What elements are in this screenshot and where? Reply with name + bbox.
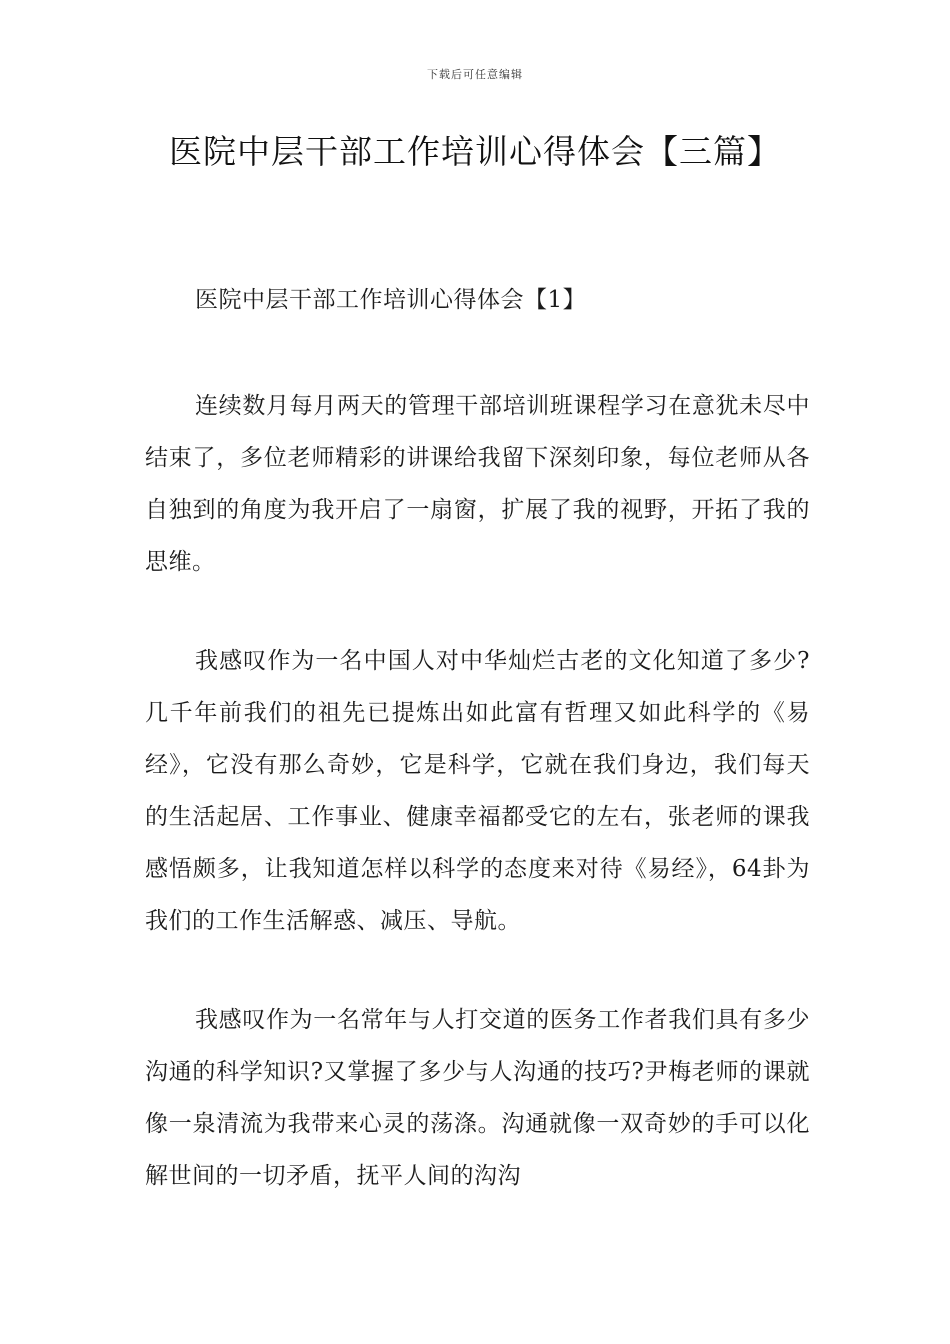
document-body xyxy=(145,283,810,1249)
paragraph-1: 连续数月每月两天的管理干部培训班课程学习在意犹未尽中结束了，多位老师精彩的讲课给我留下深刻印象，每位老师从各自独到的角度为我开启了一扇窗，扩展了我的视野，开拓了我的思维。 xyxy=(145,393,810,575)
header-note: 下载后可任意编辑 xyxy=(427,68,523,81)
paragraph-3: 我感叹作为一名常年与人打交道的医务工作者我们具有多少沟通的科学知识?又掌握了多少与人沟通的技巧?尹梅老师的课就像一泉清流为我带来心灵的荡涤。沟通就像一双奇妙的手可以化解世间的一切矛盾，抚平人间的沟沟 xyxy=(145,1007,810,1189)
document-title: 医院中层干部工作培训心得体会【三篇】 xyxy=(169,132,781,171)
section-heading: 医院中层干部工作培训心得体会【1】 xyxy=(195,287,587,313)
paragraph-2: 我感叹作为一名中国人对中华灿烂古老的文化知道了多少?几千年前我们的祖先已提炼出如此富有哲理又如此科学的《易经》，它没有那么奇妙，它是科学，它就在我们身边，我们每天的生活起居、工作事业、健康幸福都受它的左右，张老师的课我感悟颇多，让我知道怎样以科学的态度来对待《易经》，64卦为我们的工作生活解惑、减压、导航。 xyxy=(145,648,810,934)
